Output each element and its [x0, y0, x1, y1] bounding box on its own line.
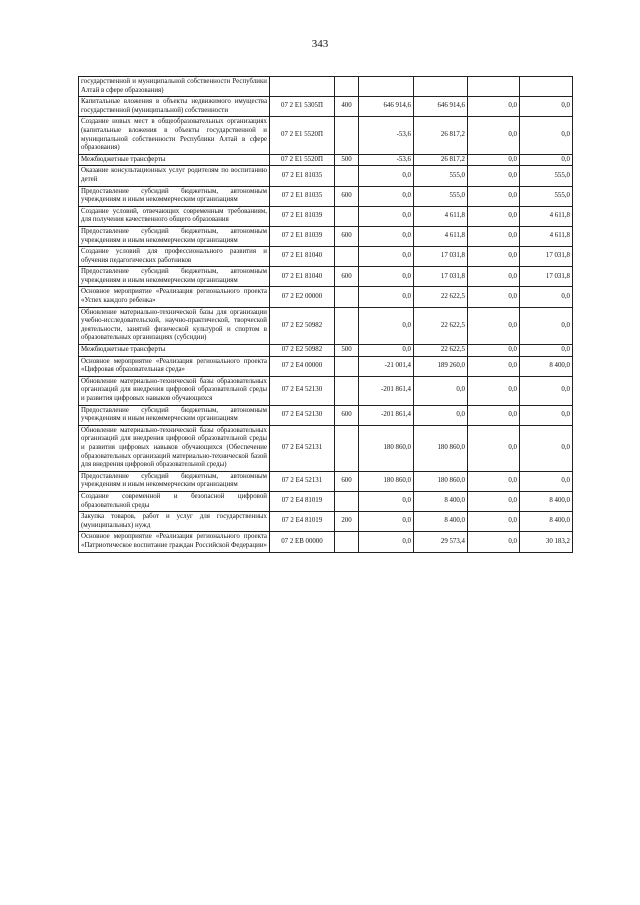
- row-code: 07 2 E4 81019: [270, 491, 335, 511]
- table-row: [79, 287, 573, 307]
- row-name: Межбюджетные трансферты: [79, 345, 270, 357]
- row-value-4: 8 400,0: [520, 512, 573, 532]
- row-code: 07 2 E1 81035: [270, 186, 335, 206]
- row-name: Основное мероприятие «Реализация регионального проекта «Патриотическое воспитание граждан Российской Федерации»: [79, 532, 270, 552]
- row-name: Создание новых мест в общеобразовательных организациях (капитальные вложения в объекты государственной и муниципальной собственности Республики Алтай в сфере образования): [79, 117, 270, 154]
- row-name: Предоставление субсидий бюджетным, автономным учреждениям и иным некоммерческим организациям: [79, 405, 270, 425]
- row-value-1: 0,0: [359, 532, 414, 552]
- row-value-3: 0,0: [468, 532, 520, 552]
- row-name: Предоставление субсидий бюджетным, автономным учреждениям и иным некоммерческим организациям: [79, 186, 270, 206]
- table-row: [79, 512, 573, 532]
- table-row: [79, 226, 573, 246]
- row-value-1: [359, 77, 414, 97]
- row-expense-type: [335, 307, 359, 344]
- row-value-4: 17 031,8: [520, 247, 573, 267]
- row-name: Создание условий для профессионального развития и обучения педагогических работников: [79, 247, 270, 267]
- row-value-3: 0,0: [468, 287, 520, 307]
- row-name: Создание современной и безопасной цифровой образовательной среды: [79, 491, 270, 511]
- row-value-4: 0,0: [520, 307, 573, 344]
- budget-table: [78, 76, 573, 553]
- row-value-2: 17 031,8: [414, 247, 468, 267]
- row-value-3: 0,0: [468, 491, 520, 511]
- row-code: 07 2 E1 81035: [270, 166, 335, 186]
- row-expense-type: 500: [335, 345, 359, 357]
- row-name: Предоставление субсидий бюджетным, автономным учреждениям и иным некоммерческим организациям: [79, 226, 270, 246]
- row-value-4: [520, 77, 573, 97]
- row-expense-type: [335, 376, 359, 405]
- table-row: [79, 97, 573, 117]
- row-value-3: 0,0: [468, 267, 520, 287]
- row-value-3: 0,0: [468, 512, 520, 532]
- row-value-3: 0,0: [468, 356, 520, 376]
- table-row: [79, 154, 573, 166]
- row-value-4: 4 611,8: [520, 206, 573, 226]
- row-value-4: 8 400,0: [520, 356, 573, 376]
- row-value-2: 180 860,0: [414, 471, 468, 491]
- row-code: 07 2 E1 5520П: [270, 154, 335, 166]
- row-expense-type: [335, 425, 359, 471]
- row-value-1: 0,0: [359, 206, 414, 226]
- row-value-3: [468, 77, 520, 97]
- row-value-1: -201 861,4: [359, 376, 414, 405]
- table-row: [79, 471, 573, 491]
- row-value-4: 30 183,2: [520, 532, 573, 552]
- row-expense-type: [335, 491, 359, 511]
- row-expense-type: [335, 287, 359, 307]
- row-code: 07 2 E1 81040: [270, 247, 335, 267]
- row-value-1: 0,0: [359, 226, 414, 246]
- row-code: 07 2 E1 81039: [270, 206, 335, 226]
- row-expense-type: 200: [335, 512, 359, 532]
- row-value-1: 0,0: [359, 166, 414, 186]
- row-value-3: 0,0: [468, 405, 520, 425]
- row-value-1: 646 914,6: [359, 97, 414, 117]
- row-value-4: 0,0: [520, 97, 573, 117]
- table-body: [79, 77, 573, 553]
- row-value-4: 0,0: [520, 117, 573, 154]
- row-name: Предоставление субсидий бюджетным, автономным учреждениям и иным некоммерческим организациям: [79, 267, 270, 287]
- row-code: 07 2 EВ 00000: [270, 532, 335, 552]
- table-row: [79, 206, 573, 226]
- row-value-4: 17 031,8: [520, 267, 573, 287]
- row-value-1: 180 860,0: [359, 425, 414, 471]
- row-value-1: -201 861,4: [359, 405, 414, 425]
- row-value-2: 26 817,2: [414, 154, 468, 166]
- row-value-1: 0,0: [359, 307, 414, 344]
- row-value-2: 0,0: [414, 405, 468, 425]
- row-value-2: 17 031,8: [414, 267, 468, 287]
- row-value-3: 0,0: [468, 471, 520, 491]
- row-code: 07 2 E1 5305П: [270, 97, 335, 117]
- row-name: Закупка товаров, работ и услуг для государственных (муниципальных) нужд: [79, 512, 270, 532]
- row-value-2: 8 400,0: [414, 512, 468, 532]
- row-value-1: -53,6: [359, 154, 414, 166]
- row-value-3: 0,0: [468, 376, 520, 405]
- row-name: Обновление материально-технической базы образовательных организаций для внедрения цифровой образовательной среды и развития цифровых навыков обучающихся: [79, 376, 270, 405]
- row-code: 07 2 E1 81040: [270, 267, 335, 287]
- row-value-2: 646 914,6: [414, 97, 468, 117]
- row-name: государственной и муниципальной собственности Республики Алтай в сфере образования): [79, 77, 270, 97]
- row-code: 07 2 E1 81039: [270, 226, 335, 246]
- row-value-3: 0,0: [468, 154, 520, 166]
- row-expense-type: [335, 166, 359, 186]
- row-value-2: 22 622,5: [414, 307, 468, 344]
- row-code: 07 2 E4 81019: [270, 512, 335, 532]
- table-row: [79, 186, 573, 206]
- row-code: 07 2 E2 00000: [270, 287, 335, 307]
- row-value-1: 0,0: [359, 287, 414, 307]
- row-value-1: -53,6: [359, 117, 414, 154]
- row-value-4: 0,0: [520, 287, 573, 307]
- row-value-2: 0,0: [414, 376, 468, 405]
- row-name: Оказание консультационных услуг родителям по воспитанию детей: [79, 166, 270, 186]
- table-row: [79, 356, 573, 376]
- row-value-4: 555,0: [520, 186, 573, 206]
- row-value-3: 0,0: [468, 117, 520, 154]
- row-expense-type: 600: [335, 186, 359, 206]
- table-row: [79, 345, 573, 357]
- row-value-2: 29 573,4: [414, 532, 468, 552]
- table-row: [79, 117, 573, 154]
- row-code: 07 2 E4 52131: [270, 471, 335, 491]
- row-value-4: 555,0: [520, 166, 573, 186]
- row-value-2: 555,0: [414, 186, 468, 206]
- table-row: [79, 77, 573, 97]
- row-code: 07 2 E2 50982: [270, 307, 335, 344]
- row-value-1: 0,0: [359, 247, 414, 267]
- row-value-1: 0,0: [359, 186, 414, 206]
- row-name: Капитальные вложения в объекты недвижимого имущества государственной (муниципальной) собственности: [79, 97, 270, 117]
- row-value-2: 180 860,0: [414, 425, 468, 471]
- row-value-2: 189 260,0: [414, 356, 468, 376]
- row-expense-type: [335, 206, 359, 226]
- row-value-1: 180 860,0: [359, 471, 414, 491]
- row-expense-type: [335, 356, 359, 376]
- row-expense-type: 500: [335, 154, 359, 166]
- row-value-4: 0,0: [520, 345, 573, 357]
- row-expense-type: 600: [335, 267, 359, 287]
- row-expense-type: 400: [335, 97, 359, 117]
- row-value-4: 4 611,8: [520, 226, 573, 246]
- table-row: [79, 376, 573, 405]
- row-name: Основное мероприятие «Реализация регионального проекта «Успех каждого ребенка»: [79, 287, 270, 307]
- table-row: [79, 307, 573, 344]
- row-value-1: 0,0: [359, 345, 414, 357]
- table-row: [79, 405, 573, 425]
- table-row: [79, 166, 573, 186]
- table-row: [79, 532, 573, 552]
- row-value-2: 555,0: [414, 166, 468, 186]
- row-value-2: [414, 77, 468, 97]
- row-expense-type: [335, 247, 359, 267]
- row-value-3: 0,0: [468, 247, 520, 267]
- row-expense-type: [335, 77, 359, 97]
- row-value-3: 0,0: [468, 345, 520, 357]
- row-code: 07 2 E1 5520П: [270, 117, 335, 154]
- row-value-2: 8 400,0: [414, 491, 468, 511]
- table-row: [79, 491, 573, 511]
- row-expense-type: 600: [335, 471, 359, 491]
- row-value-2: 4 611,8: [414, 206, 468, 226]
- table-row: [79, 425, 573, 471]
- row-expense-type: 600: [335, 226, 359, 246]
- row-code: 07 2 E4 52130: [270, 405, 335, 425]
- row-code: 07 2 E4 52130: [270, 376, 335, 405]
- row-value-4: 0,0: [520, 425, 573, 471]
- row-name: Основное мероприятие «Реализация регионального проекта «Цифровая образовательная среда»: [79, 356, 270, 376]
- row-code: 07 2 E2 50982: [270, 345, 335, 357]
- row-value-3: 0,0: [468, 226, 520, 246]
- row-code: [270, 77, 335, 97]
- row-value-1: 0,0: [359, 267, 414, 287]
- row-expense-type: [335, 117, 359, 154]
- row-value-1: -21 001,4: [359, 356, 414, 376]
- row-value-3: 0,0: [468, 97, 520, 117]
- row-value-4: 0,0: [520, 405, 573, 425]
- row-value-3: 0,0: [468, 206, 520, 226]
- row-name: Создание условий, отвечающих современным требованиям, для получения качественного общего образования: [79, 206, 270, 226]
- row-value-2: 4 611,8: [414, 226, 468, 246]
- row-code: 07 2 E4 52131: [270, 425, 335, 471]
- row-name: Предоставление субсидий бюджетным, автономным учреждениям и иным некоммерческим организациям: [79, 471, 270, 491]
- row-value-4: 0,0: [520, 376, 573, 405]
- row-code: 07 2 E4 00000: [270, 356, 335, 376]
- table-row: [79, 267, 573, 287]
- row-value-2: 22 622,5: [414, 287, 468, 307]
- row-name: Обновление материально-технической базы образовательных организаций для внедрения цифровой образовательной среды и развития цифровых навыков обучающихся (Обеспечение образовательных организаций материально-технической базой для внедрения цифровой образовательной среды): [79, 425, 270, 471]
- table-row: [79, 247, 573, 267]
- row-value-1: 0,0: [359, 512, 414, 532]
- row-value-2: 26 817,2: [414, 117, 468, 154]
- row-expense-type: [335, 532, 359, 552]
- row-value-3: 0,0: [468, 186, 520, 206]
- row-value-3: 0,0: [468, 307, 520, 344]
- row-value-4: 0,0: [520, 154, 573, 166]
- row-value-3: 0,0: [468, 166, 520, 186]
- row-value-2: 22 622,5: [414, 345, 468, 357]
- row-name: Межбюджетные трансферты: [79, 154, 270, 166]
- row-value-1: 0,0: [359, 491, 414, 511]
- row-expense-type: 600: [335, 405, 359, 425]
- page-number: 343: [311, 38, 329, 50]
- row-value-4: 0,0: [520, 471, 573, 491]
- row-value-3: 0,0: [468, 425, 520, 471]
- row-name: Обновление материально-технической базы для организации учебно-исследовательской, научно-практической, творческой деятельности, занятий физической культурой и спортом в образовательных организациях (субсидии): [79, 307, 270, 344]
- row-value-4: 8 400,0: [520, 491, 573, 511]
